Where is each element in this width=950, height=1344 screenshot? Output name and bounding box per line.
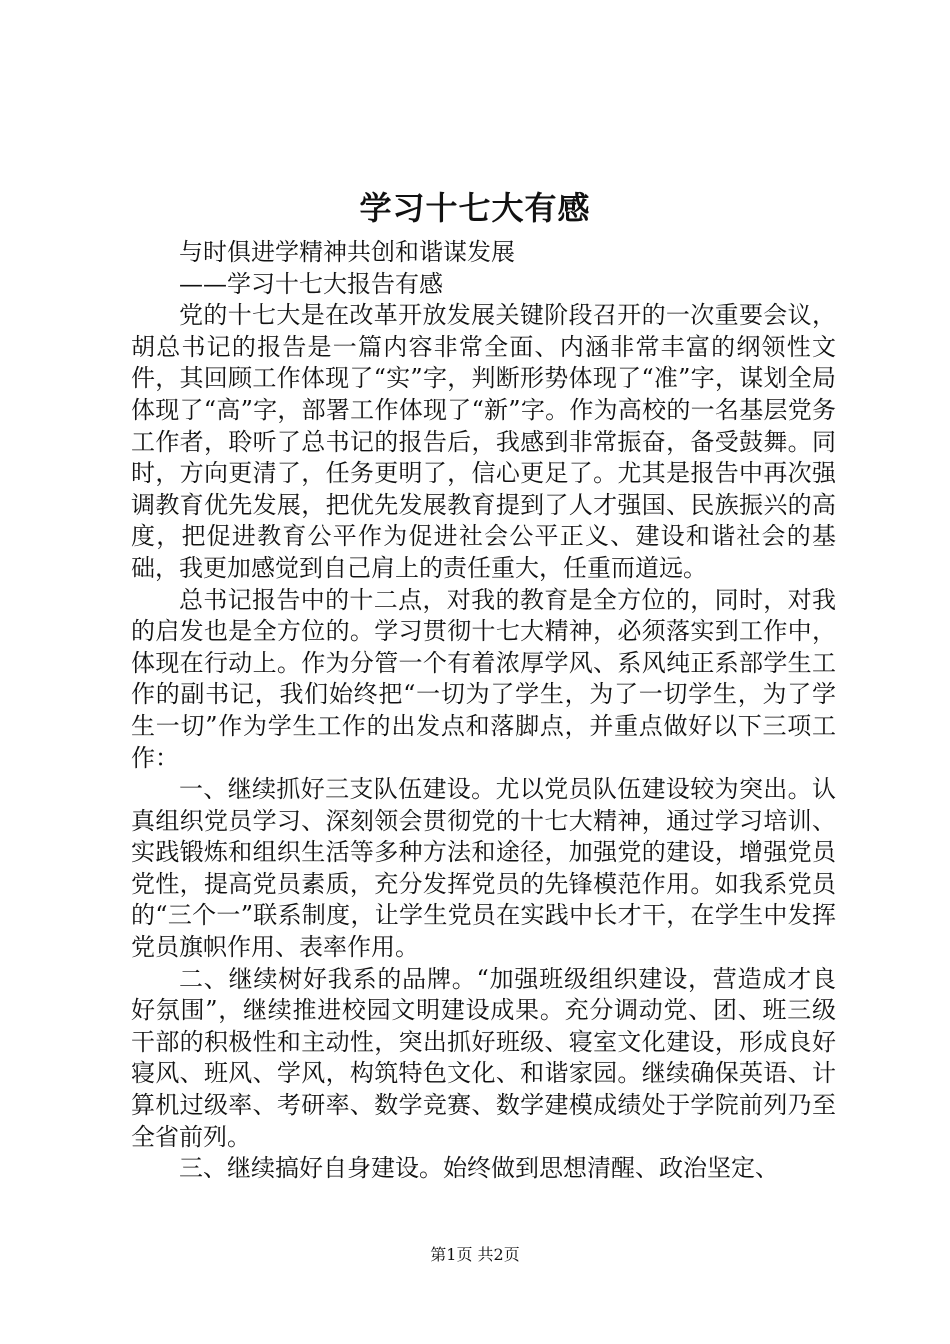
page-footer: 第1页 共2页 bbox=[430, 1245, 520, 1264]
paragraph-subtitle: 与时俱进学精神共创和谐谋发展 bbox=[179, 238, 515, 266]
paragraph: 三、继续搞好自身建设。始终做到思想清醒、政治坚定、 bbox=[179, 1154, 779, 1183]
paragraph: 二、继续树好我系的品牌。“加强班级组织建设，营造成才良好氛围”，继续推进校园文明建设成果。充分调动党、团、班三级干部的积极性和主动性，突出抓好班级、寝室文化建设，形成良好寝风、班风、学风，构筑特色文化、和谐家园。继续确保英语、计算机过级率、考研率、数学竞赛、数学建模成绩处于学院前列乃至全省前列。 bbox=[131, 964, 836, 1151]
paragraph-subtitle-byline: ——学习十七大报告有感 bbox=[179, 269, 443, 298]
paragraph: 一、继续抓好三支队伍建设。尤以党员队伍建设较为突出。认真组织党员学习、深刻领会贯彻党的十七大精神，通过学习培训、实践锻炼和组织生活等多种方法和途径，加强党的建设，增强党员党性，提高党员素质，充分发挥党员的先锋模范作用。如我系党员的“三个一”联系制度，让学生党员在实践中长才干，在学生中发挥党员旗帜作用、表率作用。 bbox=[131, 775, 836, 962]
paragraph: 党的十七大是在改革开放发展关键阶段召开的一次重要会议，胡总书记的报告是一篇内容非常全面、内涵非常丰富的纲领性文件，其回顾工作体现了“实”字，判断形势体现了“准”字，谋划全局体现了“高”字，部署工作体现了“新”字。作为高校的一名基层党务工作者，聆听了总书记的报告后，我感到非常振奋，备受鼓舞。同时，方向更清了，任务更明了，信心更足了。尤其是报告中再次强调教育优先发展，把优先发展教育提到了人才强国、民族振兴的高度，把促进教育公平作为促进社会公平正义、建设和谐社会的基础，我更加感觉到自己肩上的责任重大，任重而道远。 bbox=[131, 301, 836, 582]
document-body bbox=[131, 237, 836, 1185]
paragraph: 总书记报告中的十二点，对我的教育是全方位的，同时，对我的启发也是全方位的。学习贯彻十七大精神，必须落实到工作中，体现在行动上。作为分管一个有着浓厚学风、系风纯正系部学生工作的副书记，我们始终把“一切为了学生，为了一切学生，为了学生一切”作为学生工作的出发点和落脚点，并重点做好以下三项工作： bbox=[131, 585, 836, 772]
document-title: 学习十七大有感 bbox=[359, 189, 591, 227]
